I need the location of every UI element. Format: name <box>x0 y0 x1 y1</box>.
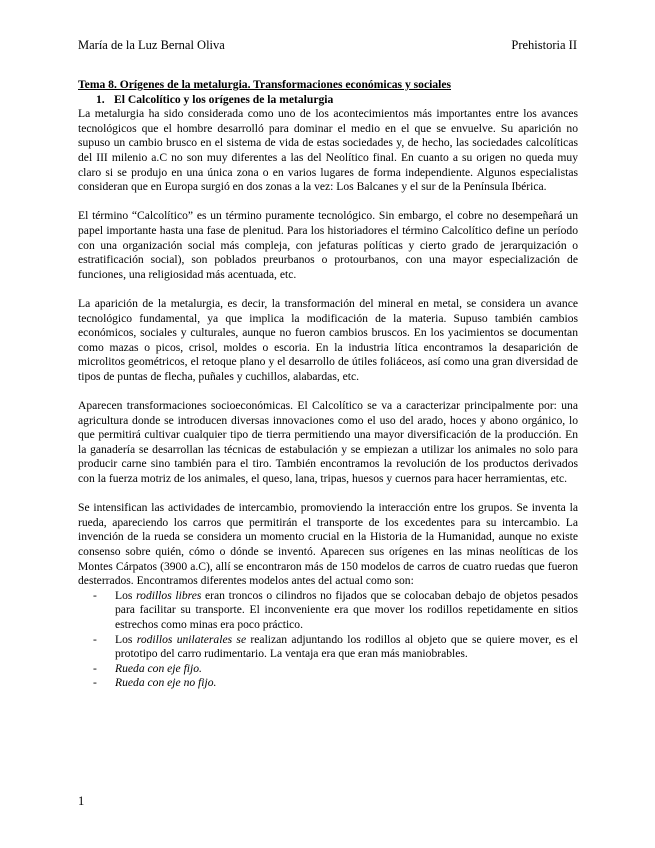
document-title: Tema 8. Orígenes de la metalurgia. Transformaciones económicas y sociales <box>78 78 451 91</box>
list-item <box>115 662 578 677</box>
wheel-models-list <box>78 589 578 691</box>
list-item-term: rodillos unilaterales se <box>136 632 247 646</box>
header-subject: Prehistoria II <box>511 38 577 52</box>
section-number: 1. <box>96 92 105 106</box>
paragraph: La aparición de la metalurgia, es decir, la transformación del mineral en metal, se considera un avance tecnológico fundamental, ya que implica la modificación de la materia. Supuso también cambios económicos, sociales y culturales, aunque no fueron cambios bruscos. En los yacimientos se documentan como mazas o picos, crisol, moldes o escoria. En la industria lítica encontramos la desaparición de microlitos geométricos, el retoque plano y el desarrollo de útiles foliáceos, así como una gran diversidad de tipos de puntas de flecha, puñales y cuchillos, alabardas, etc. <box>78 296 578 383</box>
header-author: María de la Luz Bernal Oliva <box>78 38 225 52</box>
list-item-text: realizan adjuntando los rodillos al objeto que se quiere mover, es el prototipo del carro rudimentario. La ventaja era que eran más maniobrables. <box>115 632 578 661</box>
paragraph: Se intensifican las actividades de intercambio, promoviendo la interacción entre los grupos. Se inventa la rueda, apareciendo los carros que permitirán el transporte de los excedentes para su intercambio. La invención de la rueda se considera un momento crucial en la Historia de la Humanidad, aunque no existe consenso sobre quién, cómo o dónde se inventó. Aparecen sus orígenes en las minas neolíticas de los Montes Cárpatos (3900 a.C), allí se encontraron más de 150 modelos de carros de cuatro ruedas que fueron desterrados. Encontramos diferentes modelos antes del actual como son: <box>78 501 578 588</box>
section-title: El Calcolítico y los orígenes de la metalurgia <box>114 92 334 106</box>
list-item-prefix: Los <box>115 588 137 602</box>
list-item-term: Rueda con eje no fijo. <box>115 676 217 690</box>
paragraph: La metalurgia ha sido considerada como uno de los acontecimientos más importantes entre los avances tecnológicos que el hombre desarrolló para dominar el medio en el que se envuelve. Su aparición no supuso un cambio brusco en el sistema de vida de estas sociedades y, de hecho, las sociedades calcolíticas del III milenio a.C no son muy diferentes a las del Neolítico final. En cuanto a su origen no queda muy claro si se produjo en una única zona o en varios lugares de forma independiente. Algunos especialistas consideran que en Europa surgió en dos zonas a la vez: Los Balcanes y el sur de la Península Ibérica. <box>78 107 578 194</box>
paragraph: Aparecen transformaciones socioeconómicas. El Calcolítico se va a caracterizar principalmente por: una agricultura donde se introducen diversas innovaciones como el uso del arado, hoces y abono orgánico, lo que permitirá cultivar cualquier tipo de tierra permitiendo una mayor diversificación de la producción. En la ganadería se desarrollan las técnicas de estabulación y se empiezan a utilizar los animales no solo para producir carne sino también para el tiro. También encontramos la revolución de los productos derivados con la fuerza motriz de los animales, el queso, lana, tripas, huesos y cuernos para hacer herramientas, etc. <box>78 399 578 486</box>
list-item-prefix: Los <box>115 632 137 646</box>
list-item <box>115 633 578 662</box>
list-item <box>115 589 578 633</box>
list-item-text: eran troncos o cilindros no fijados que se colocaban debajo de objetos pesados para facilitar su transporte. El inconveniente era que mover los rodillos repetidamente en sitios estrechos como minas era poco práctico. <box>115 588 578 631</box>
page-header <box>78 38 577 54</box>
list-item-term: Rueda con eje fijo. <box>115 661 202 675</box>
page-number: 1 <box>78 794 85 808</box>
page-content <box>78 78 578 691</box>
list-item-term: rodillos libres <box>136 588 202 602</box>
section-heading <box>96 93 578 108</box>
paragraph: El término “Calcolítico” es un término puramente tecnológico. Sin embargo, el cobre no desempeñará un papel importante hasta una fase de plenitud. Para los historiadores el término Calcolítico define un período con una organización social más compleja, con jefaturas políticas y cierto grado de jerarquización o estratificación social), son poblados preurbanos o protourbanos, con una mayor especialización de funciones, una religiosidad más acentuada, etc. <box>78 209 578 281</box>
list-item <box>115 676 578 691</box>
